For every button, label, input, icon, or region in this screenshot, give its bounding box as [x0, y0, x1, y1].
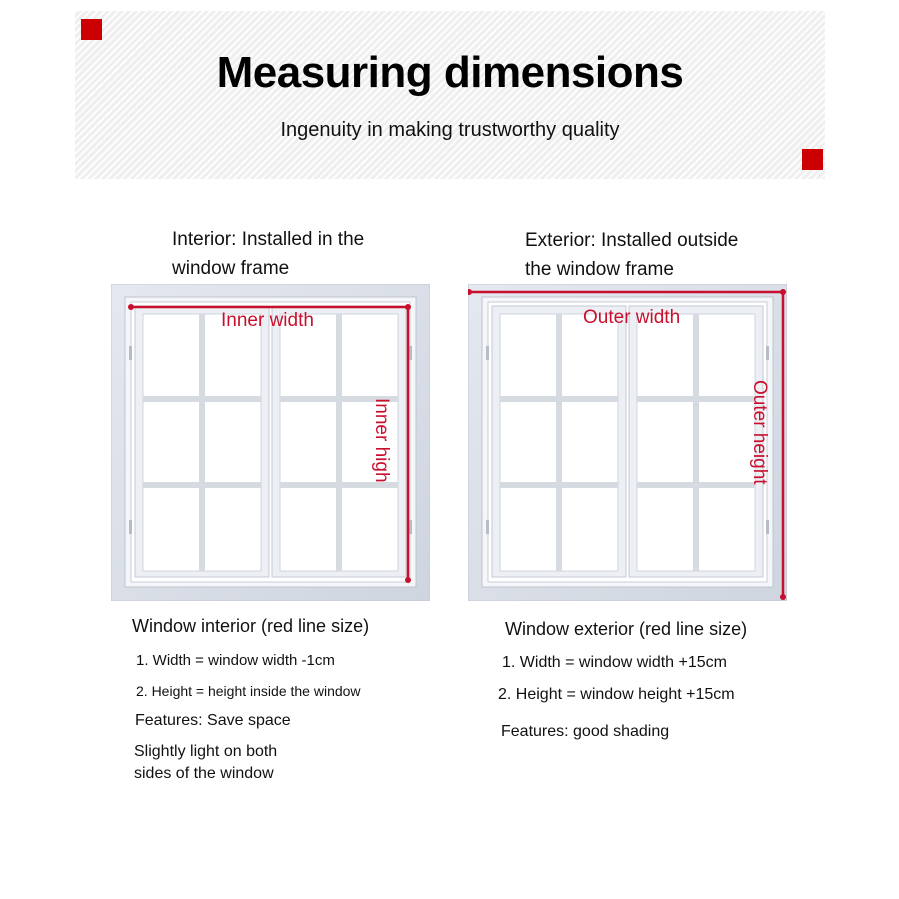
exterior-caption: Window exterior (red line size) — [505, 619, 748, 639]
interior-window-illustration — [111, 284, 430, 601]
inner-width-label: Inner width — [221, 310, 314, 331]
exterior-features: Features: good shading — [501, 723, 670, 740]
exterior-window-illustration — [468, 284, 787, 601]
interior-caption: Window interior (red line size) — [132, 616, 370, 636]
red-square-decoration — [802, 149, 823, 170]
window-drawing — [468, 284, 787, 601]
interior-features: Features: Save space — [135, 712, 291, 729]
exterior-item-2: 2. Height = window height +15cm — [498, 686, 735, 703]
interior-item-1: 1. Width = window width -1cm — [136, 652, 335, 669]
outer-width-label: Outer width — [583, 307, 681, 328]
inner-height-label: Inner high — [371, 398, 392, 483]
header-banner — [75, 11, 825, 179]
interior-heading-line2: window frame — [172, 258, 290, 279]
exterior-heading — [525, 226, 738, 284]
exterior-heading-line1: Exterior: Installed outside — [525, 230, 739, 251]
interior-heading-line1: Interior: Installed in the — [172, 229, 365, 250]
exterior-heading-line2: the window frame — [525, 259, 674, 280]
interior-note — [134, 741, 277, 785]
interior-note-line1: Slightly light on both — [134, 743, 278, 760]
interior-note-line2: sides of the window — [134, 765, 274, 782]
interior-heading — [172, 225, 364, 283]
interior-item-2: 2. Height = height inside the window — [136, 683, 361, 699]
page-subtitle: Ingenuity in making trustworthy quality — [280, 119, 620, 141]
exterior-item-1: 1. Width = window width +15cm — [502, 654, 727, 671]
red-square-decoration — [81, 19, 102, 40]
page-title: Measuring dimensions — [216, 48, 684, 97]
outer-height-label: Outer height — [749, 380, 770, 485]
